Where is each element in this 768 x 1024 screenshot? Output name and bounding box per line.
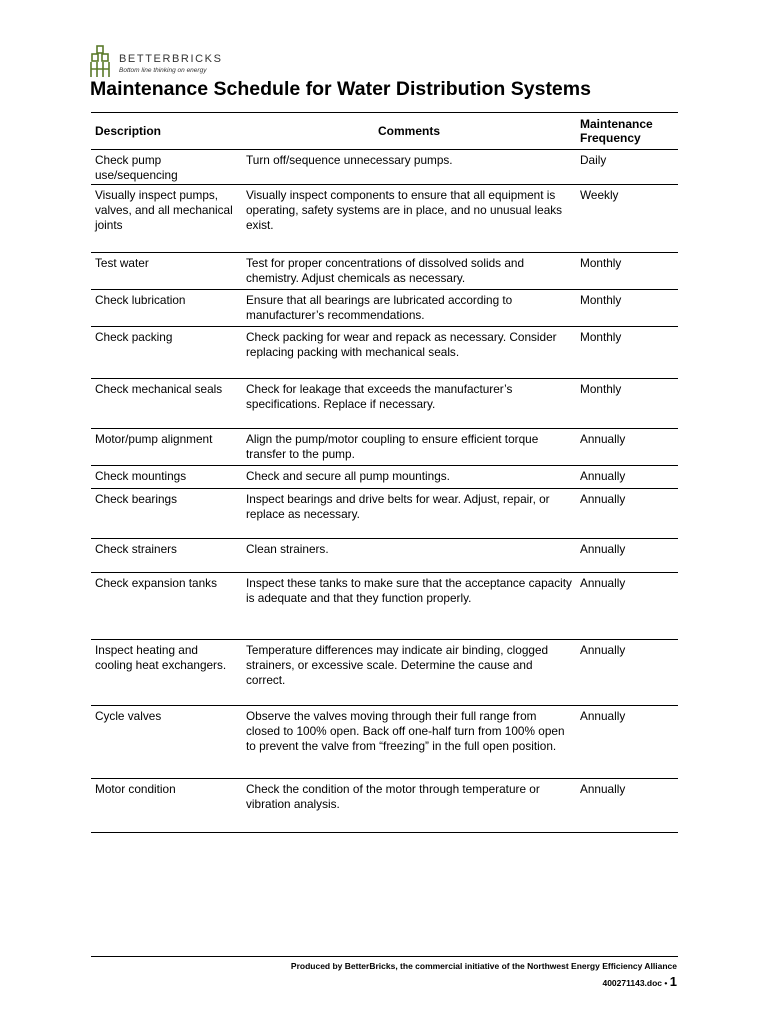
cell-comments: Turn off/sequence unnecessary pumps. (242, 150, 576, 185)
cell-comments: Test for proper concentrations of dissolved solids and chemistry. Adjust chemicals as necessary. (242, 253, 576, 290)
footer-produced-by: Produced by BetterBricks, the commercial initiative of the Northwest Energy Efficiency Alliance (290, 961, 677, 971)
table-row (91, 327, 678, 379)
table-row (91, 379, 678, 429)
table-header-row (91, 113, 678, 150)
cell-frequency: Weekly (576, 185, 678, 253)
cell-comments: Visually inspect components to ensure that all equipment is operating, safety systems are in place, and no unusual leaks exist. (242, 185, 576, 253)
footer-doc-info (602, 974, 677, 989)
table-row (91, 573, 678, 640)
footer-separator: • (664, 978, 668, 988)
table-row (91, 779, 678, 833)
cell-description: Motor/pump alignment (91, 429, 242, 466)
table-row (91, 185, 678, 253)
cell-frequency: Annually (576, 706, 678, 779)
cell-frequency: Annually (576, 429, 678, 466)
cell-description: Check mountings (91, 466, 242, 489)
cell-frequency: Annually (576, 466, 678, 489)
table-row (91, 466, 678, 489)
cell-frequency: Monthly (576, 327, 678, 379)
table-row (91, 489, 678, 539)
cell-description: Check lubrication (91, 290, 242, 327)
cell-frequency: Annually (576, 489, 678, 539)
cell-description: Motor condition (91, 779, 242, 833)
cell-comments: Check and secure all pump mountings. (242, 466, 576, 489)
cell-comments: Check packing for wear and repack as necessary. Consider replacing packing with mechanical seals. (242, 327, 576, 379)
cell-comments: Inspect bearings and drive belts for wear. Adjust, repair, or replace as necessary. (242, 489, 576, 539)
cell-comments: Clean strainers. (242, 539, 576, 573)
cell-comments: Check the condition of the motor through temperature or vibration analysis. (242, 779, 576, 833)
table-row (91, 253, 678, 290)
cell-description: Check expansion tanks (91, 573, 242, 640)
cell-comments: Ensure that all bearings are lubricated according to manufacturer’s recommendations. (242, 290, 576, 327)
header-description: Description (91, 113, 242, 150)
logo-brand-name: BETTERBRICKS (119, 53, 223, 65)
cell-description: Check strainers (91, 539, 242, 573)
cell-frequency: Annually (576, 573, 678, 640)
page-title: Maintenance Schedule for Water Distribution Systems (90, 78, 591, 100)
cell-frequency: Annually (576, 539, 678, 573)
page-number: 1 (669, 974, 677, 989)
header-maintenance-frequency: Maintenance Frequency (576, 113, 678, 150)
cell-comments: Observe the valves moving through their full range from closed to 100% open. Back off one-half turn from 100% open to prevent the valve from “freezing” in the full open position. (242, 706, 576, 779)
cell-frequency: Monthly (576, 379, 678, 429)
footer-doc-id: 400271143.doc (602, 978, 663, 988)
table-row (91, 706, 678, 779)
cell-frequency: Monthly (576, 253, 678, 290)
cell-frequency: Daily (576, 150, 678, 185)
betterbricks-logo (89, 45, 289, 79)
cell-frequency: Annually (576, 640, 678, 706)
betterbricks-logo-icon (89, 45, 115, 79)
cell-comments: Temperature differences may indicate air binding, clogged strainers, or excessive scale. Determine the cause and correct. (242, 640, 576, 706)
table-row (91, 290, 678, 327)
header-comments: Comments (242, 113, 576, 150)
cell-frequency: Annually (576, 779, 678, 833)
logo-tagline: Bottom line thinking on energy (119, 67, 207, 74)
cell-comments: Check for leakage that exceeds the manufacturer’s specifications. Replace if necessary. (242, 379, 576, 429)
cell-description: Check pump use/sequencing (91, 150, 242, 185)
table-row (91, 150, 678, 185)
cell-description: Check mechanical seals (91, 379, 242, 429)
cell-frequency: Monthly (576, 290, 678, 327)
cell-description: Check bearings (91, 489, 242, 539)
cell-description: Inspect heating and cooling heat exchangers. (91, 640, 242, 706)
cell-comments: Align the pump/motor coupling to ensure efficient torque transfer to the pump. (242, 429, 576, 466)
table-row (91, 429, 678, 466)
cell-description: Check packing (91, 327, 242, 379)
maintenance-schedule-table (91, 112, 678, 833)
cell-description: Cycle valves (91, 706, 242, 779)
footer-divider (91, 956, 678, 957)
cell-description: Test water (91, 253, 242, 290)
cell-comments: Inspect these tanks to make sure that the acceptance capacity is adequate and that they function properly. (242, 573, 576, 640)
table-row (91, 640, 678, 706)
cell-description: Visually inspect pumps, valves, and all mechanical joints (91, 185, 242, 253)
table-row (91, 539, 678, 573)
